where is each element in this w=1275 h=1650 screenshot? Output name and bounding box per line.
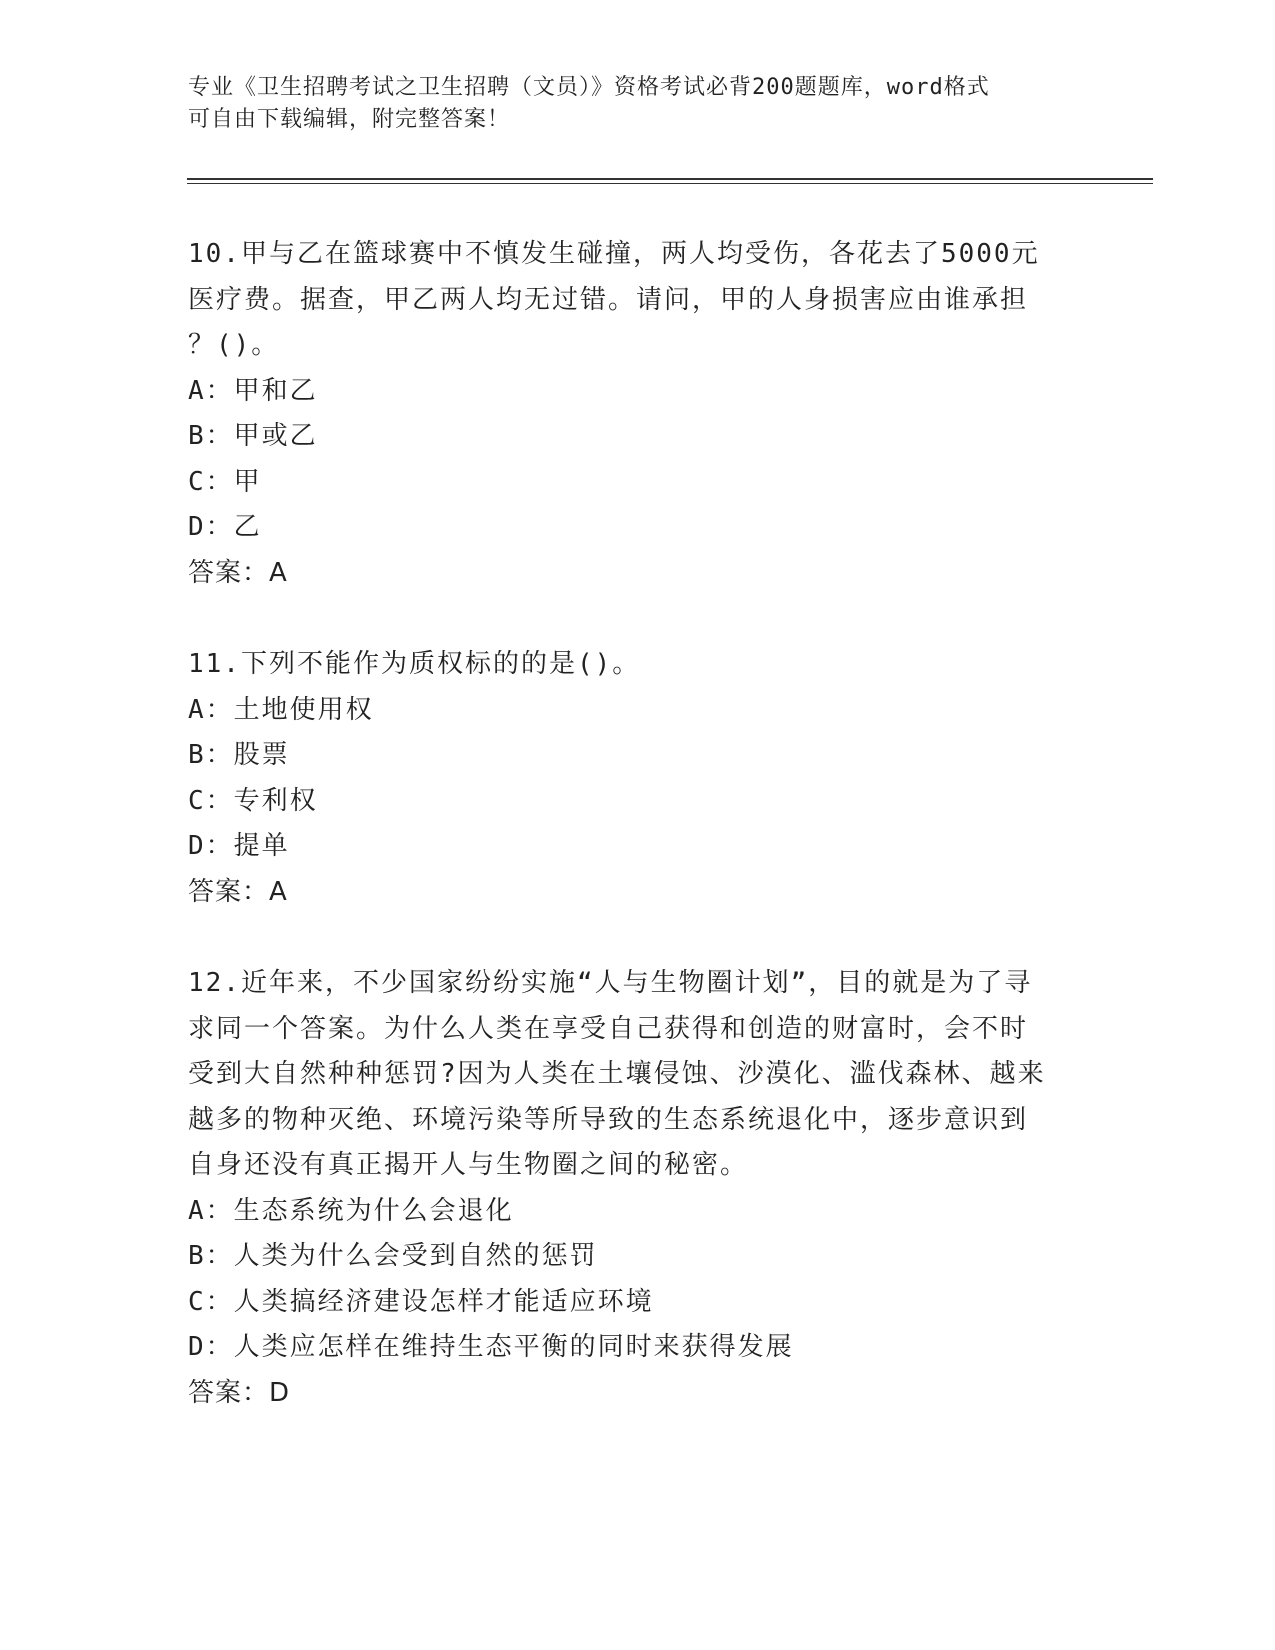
answer-label: 答案：D <box>188 1377 291 1408</box>
question-text-line: 越多的物种灭绝、环境污染等所导致的生态系统退化中，逐步意识到 <box>188 1104 1029 1135</box>
answer-label: 答案：A <box>188 557 288 588</box>
option-d: D：提单 <box>188 831 290 861</box>
question-text-line: 医疗费。据查，甲乙两人均无过错。请问，甲的人身损害应由谁承担 <box>188 284 1029 315</box>
header-line-2: 可自由下载编辑，附完整答案！ <box>188 107 511 132</box>
question-10 <box>188 232 1078 596</box>
question-text-line: 12.近年来，不少国家纷纷实施“人与生物圈计划”，目的就是为了寻 <box>188 968 1033 998</box>
option-d: D：乙 <box>188 512 262 542</box>
question-11 <box>188 642 1078 915</box>
option-b: B：人类为什么会受到自然的惩罚 <box>188 1241 598 1271</box>
option-a: A：生态系统为什么会退化 <box>188 1195 514 1226</box>
option-c: C：甲 <box>188 466 262 497</box>
question-12 <box>188 961 1078 1416</box>
header-divider-top <box>187 178 1153 180</box>
question-text-line: 求同一个答案。为什么人类在享受自己获得和创造的财富时，会不时 <box>188 1013 1029 1044</box>
question-text-line: ？()。 <box>188 330 280 360</box>
header-divider-bottom <box>187 183 1153 184</box>
option-d: D：人类应怎样在维持生态平衡的同时来获得发展 <box>188 1332 794 1362</box>
option-b: B：甲或乙 <box>188 421 318 451</box>
question-text-line: 自身还没有真正揭开人与生物圈之间的秘密。 <box>188 1150 749 1180</box>
option-b: B：股票 <box>188 740 290 770</box>
option-a: A：甲和乙 <box>188 375 318 406</box>
option-a: A：土地使用权 <box>188 694 374 725</box>
answer-label: 答案：A <box>188 876 288 907</box>
question-text-line: 受到大自然种种惩罚?因为人类在土壤侵蚀、沙漠化、滥伐森林、越来 <box>188 1059 1046 1089</box>
option-c: C：专利权 <box>188 785 318 816</box>
question-text-line: 10.甲与乙在篮球赛中不慎发生碰撞，两人均受伤，各花去了5000元 <box>188 239 1040 269</box>
question-text-line: 11.下列不能作为质权标的的是()。 <box>188 649 641 679</box>
option-c: C：人类搞经济建设怎样才能适应环境 <box>188 1286 654 1317</box>
header-line-1: 专业《卫生招聘考试之卫生招聘（文员）》资格考试必背200题题库，word格式 <box>188 75 990 100</box>
document-header <box>188 72 1068 136</box>
